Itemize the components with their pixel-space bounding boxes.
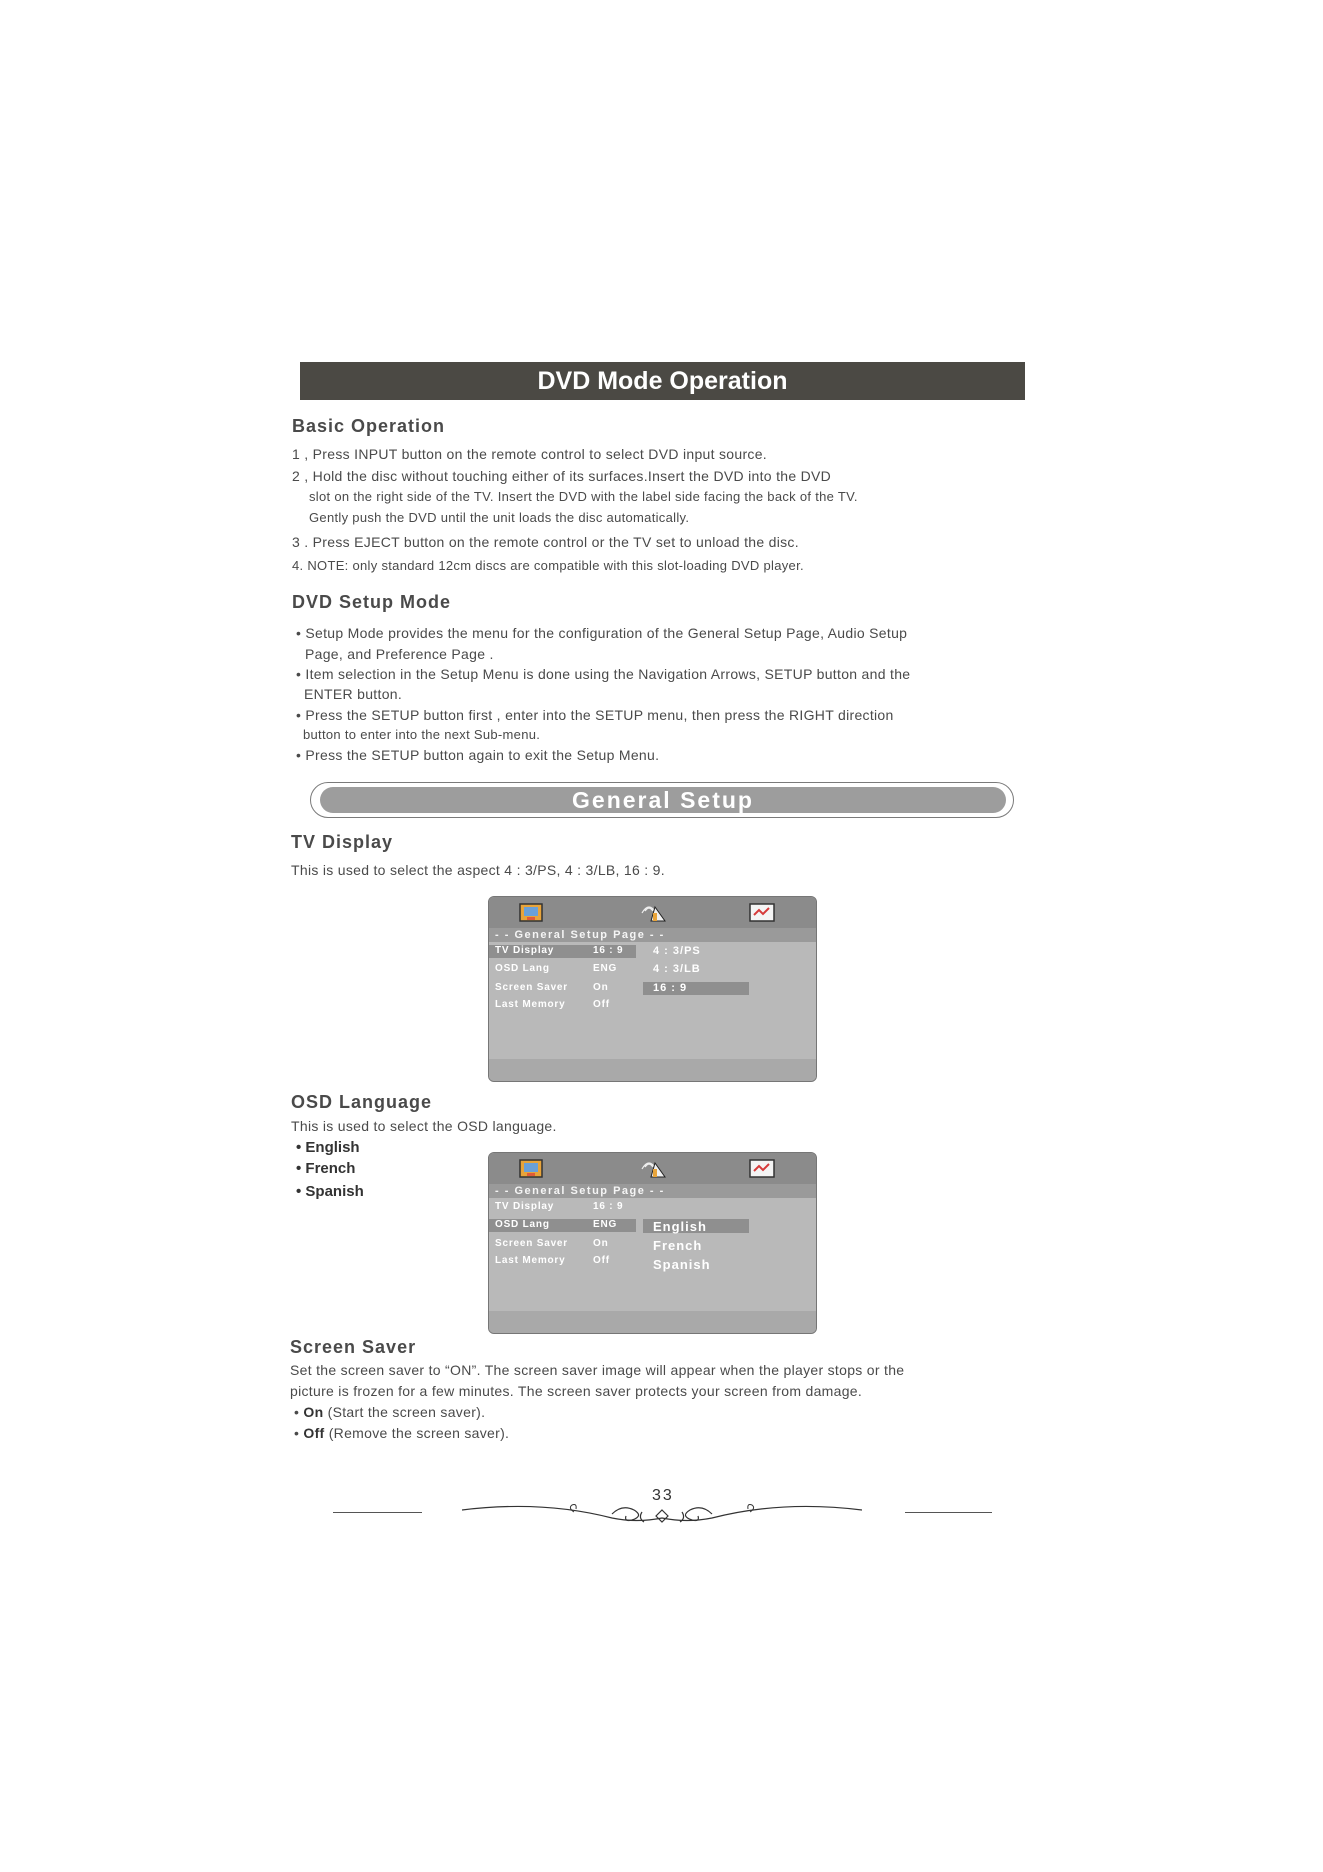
menu-value-osd-lang: ENG (593, 963, 618, 974)
page-number: 33 (652, 1487, 674, 1504)
setup-line-6: button to enter into the next Sub-menu. (303, 727, 541, 742)
menu-label-osd-lang[interactable]: OSD Lang (495, 963, 550, 974)
lang-item-english: • English (296, 1139, 360, 1156)
osd-screen-tv-display (488, 896, 817, 1082)
on-desc: (Start the screen saver). (323, 1404, 486, 1420)
basic-line-4: Gently push the DVD until the unit loads the disc automatically. (309, 510, 690, 525)
menu-label-osd-lang[interactable]: OSD Lang (495, 1219, 550, 1230)
setup-line-3: • Item selection in the Setup Menu is done using the Navigation Arrows, SETUP button and the (296, 666, 911, 682)
footer-rule-left (333, 1512, 422, 1513)
screen-saver-off-item (294, 1425, 509, 1441)
audio-setup-icon (639, 901, 669, 930)
option-spanish[interactable]: Spanish (653, 1257, 711, 1272)
menu-value-osd-lang: ENG (593, 1219, 618, 1230)
footer-rule-right (905, 1512, 992, 1513)
setup-line-4: ENTER button. (304, 686, 403, 702)
bullet: • (294, 1425, 304, 1441)
tv-display-desc: This is used to select the aspect 4 : 3/PS, 4 : 3/LB, 16 : 9. (291, 862, 665, 878)
setup-line-7: • Press the SETUP button again to exit the Setup Menu. (296, 747, 660, 763)
screen-saver-heading: Screen Saver (290, 1337, 417, 1357)
menu-label-screen-saver[interactable]: Screen Saver (495, 982, 568, 993)
option-16-9[interactable]: 16 : 9 (653, 982, 688, 994)
lang-item-french: • French (296, 1160, 356, 1177)
osd-page-header: - - General Setup Page - - (489, 1184, 816, 1198)
osd-status-bar (489, 1311, 816, 1333)
basic-line-1: 1 , Press INPUT button on the remote control to select DVD input source. (292, 446, 767, 462)
lang-item-spanish: • Spanish (296, 1183, 364, 1200)
menu-label-screen-saver[interactable]: Screen Saver (495, 1238, 568, 1249)
menu-value-screen-saver: On (593, 1238, 609, 1249)
tv-display-heading: TV Display (291, 832, 394, 852)
screen-saver-on-item (294, 1404, 485, 1420)
section-banner: DVD Mode Operation (300, 362, 1025, 400)
off-label: Off (303, 1425, 325, 1441)
osd-page-header: - - General Setup Page - - (489, 928, 816, 942)
screen-saver-line-1: Set the screen saver to “ON”. The screen saver image will appear when the player stops or the (290, 1362, 905, 1378)
menu-label-tv-display[interactable]: TV Display (495, 945, 555, 956)
setup-line-1: • Setup Mode provides the menu for the configuration of the General Setup Page, Audio Setup (296, 625, 908, 641)
off-desc: (Remove the screen saver). (324, 1425, 510, 1441)
preference-page-icon (749, 903, 775, 928)
option-english[interactable]: English (653, 1219, 707, 1234)
on-label: On (303, 1404, 324, 1420)
menu-label-tv-display[interactable]: TV Display (495, 1201, 555, 1212)
menu-value-tv-display: 16 : 9 (593, 1201, 624, 1212)
basic-line-5: 3 . Press EJECT button on the remote control or the TV set to unload the disc. (292, 534, 799, 550)
general-setup-icon (519, 903, 543, 928)
screen-saver-line-2: picture is frozen for a few minutes. The screen saver protects your screen from damage. (290, 1383, 863, 1399)
audio-setup-icon (639, 1157, 669, 1186)
basic-line-3: slot on the right side of the TV. Insert the DVD with the label side facing the back of the TV. (309, 489, 858, 504)
menu-label-last-memory[interactable]: Last Memory (495, 1255, 566, 1266)
option-french[interactable]: French (653, 1238, 703, 1253)
setup-line-5: • Press the SETUP button first , enter into the SETUP menu, then press the RIGHT direction (296, 707, 894, 723)
option-4-3-lb[interactable]: 4 : 3/LB (653, 963, 701, 975)
menu-value-last-memory: Off (593, 999, 610, 1010)
bullet: • (294, 1404, 304, 1420)
menu-label-last-memory[interactable]: Last Memory (495, 999, 566, 1010)
option-4-3-ps[interactable]: 4 : 3/PS (653, 945, 701, 957)
general-setup-icon (519, 1159, 543, 1184)
general-setup-title: General Setup (320, 787, 1006, 813)
setup-line-2: Page, and Preference Page . (305, 646, 494, 662)
basic-line-2: 2 , Hold the disc without touching either of its surfaces.Insert the DVD into the DVD (292, 468, 832, 484)
osd-language-desc: This is used to select the OSD language. (291, 1118, 557, 1134)
menu-value-last-memory: Off (593, 1255, 610, 1266)
setup-mode-heading: DVD Setup Mode (292, 592, 452, 612)
basic-operation-heading: Basic Operation (292, 416, 446, 436)
basic-line-6: 4. NOTE: only standard 12cm discs are compatible with this slot-loading DVD player. (292, 558, 804, 573)
preference-page-icon (749, 1159, 775, 1184)
osd-screen-osd-lang (488, 1152, 817, 1334)
menu-value-tv-display: 16 : 9 (593, 945, 624, 956)
osd-status-bar (489, 1059, 816, 1081)
menu-value-screen-saver: On (593, 982, 609, 993)
osd-language-heading: OSD Language (291, 1092, 433, 1112)
